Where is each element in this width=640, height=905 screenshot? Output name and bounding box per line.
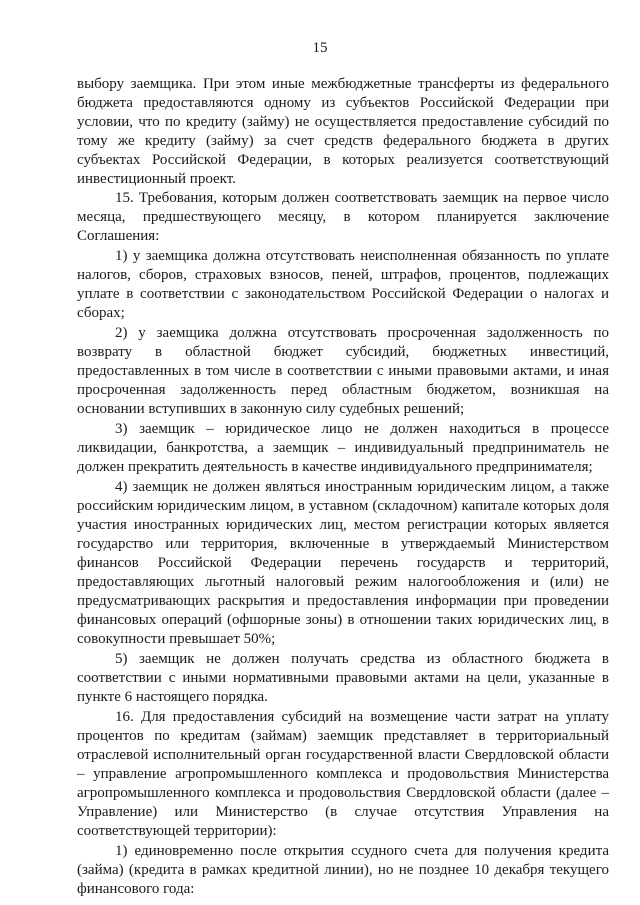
document-body [77,75,609,899]
paragraph-subitem-2: 2) у заемщика должна отсутствовать просроченная задолженность по возврату в областной бюджет субсидий, бюджетных инвестиций, предоставленных в том числе в соответствии с иными правовыми актами, и иная просроченная задолженность перед областным бюджетом, возникшая на основании вступивших в законную силу судебных решений; [77,325,609,417]
paragraph-item-16: 16. Для предоставления субсидий на возмещение части затрат на уплату процентов по кредитам (займам) заемщик представляет в территориальный отраслевой исполнительный орган государственной власти Свердловской области – управление агропромышленного комплекса и продовольствия Министерства агропромышленного комплекса и продовольствия Свердловской области (далее – Управление) или Министерство (в случае отсутствия Управления на соответствующей территории): [77,709,609,839]
page-number: 15 [312,40,328,56]
paragraph-subitem-1: 1) у заемщика должна отсутствовать неисполненная обязанность по уплате налогов, сборов, страховых взносов, пеней, штрафов, процентов, подлежащих уплате в соответствии с законодательством Российской Федерации о налогах и сборах; [77,248,609,321]
paragraph-subitem-5: 5) заемщик не должен получать средства из областного бюджета в соответствии с иными нормативными правовыми актами на цели, указанные в пункте 6 настоящего порядка. [77,651,609,705]
paragraph-item-16-subitem-1: 1) единовременно после открытия ссудного счета для получения кредита (займа) (кредита в рамках кредитной линии), но не позднее 10 декабря текущего финансового года: [77,843,609,897]
paragraph-subitem-4: 4) заемщик не должен являться иностранным юридическим лицом, а также российским юридическим лицом, в уставном (складочном) капитале которых доля участия иностранных юридических лиц, местом регистрации которых является государство или территория, включенные в утверждаемый Министерством финансов Российской Федерации перечень государств и территорий, предоставляющих льготный налоговый режим налогообложения и (или) не предусматривающих раскрытия и предоставления информации при проведении финансовых операций (офшорные зоны) в отношении таких юридических лиц, в совокупности превышает 50%; [77,479,609,647]
paragraph-continuation: выбору заемщика. При этом иные межбюджетные трансферты из федерального бюджета предоставляются одному из субъектов Российской Федерации при условии, что по кредиту (займу) не осуществляется предоставление субсидий по тому же кредиту (займу) за счет средств федерального бюджета в других субъектах Российской Федерации, в которых реализуется соответствующий инвестиционный проект. [77,76,609,187]
paragraph-item-15: 15. Требования, которым должен соответствовать заемщик на первое число месяца, предшествующего месяцу, в котором планируется заключение Соглашения: [77,190,609,244]
paragraph-subitem-3: 3) заемщик – юридическое лицо не должен находиться в процессе ликвидации, банкротства, а заемщик – индивидуальный предприниматель не должен прекратить деятельность в качестве индивидуального предпринимателя; [77,421,609,475]
